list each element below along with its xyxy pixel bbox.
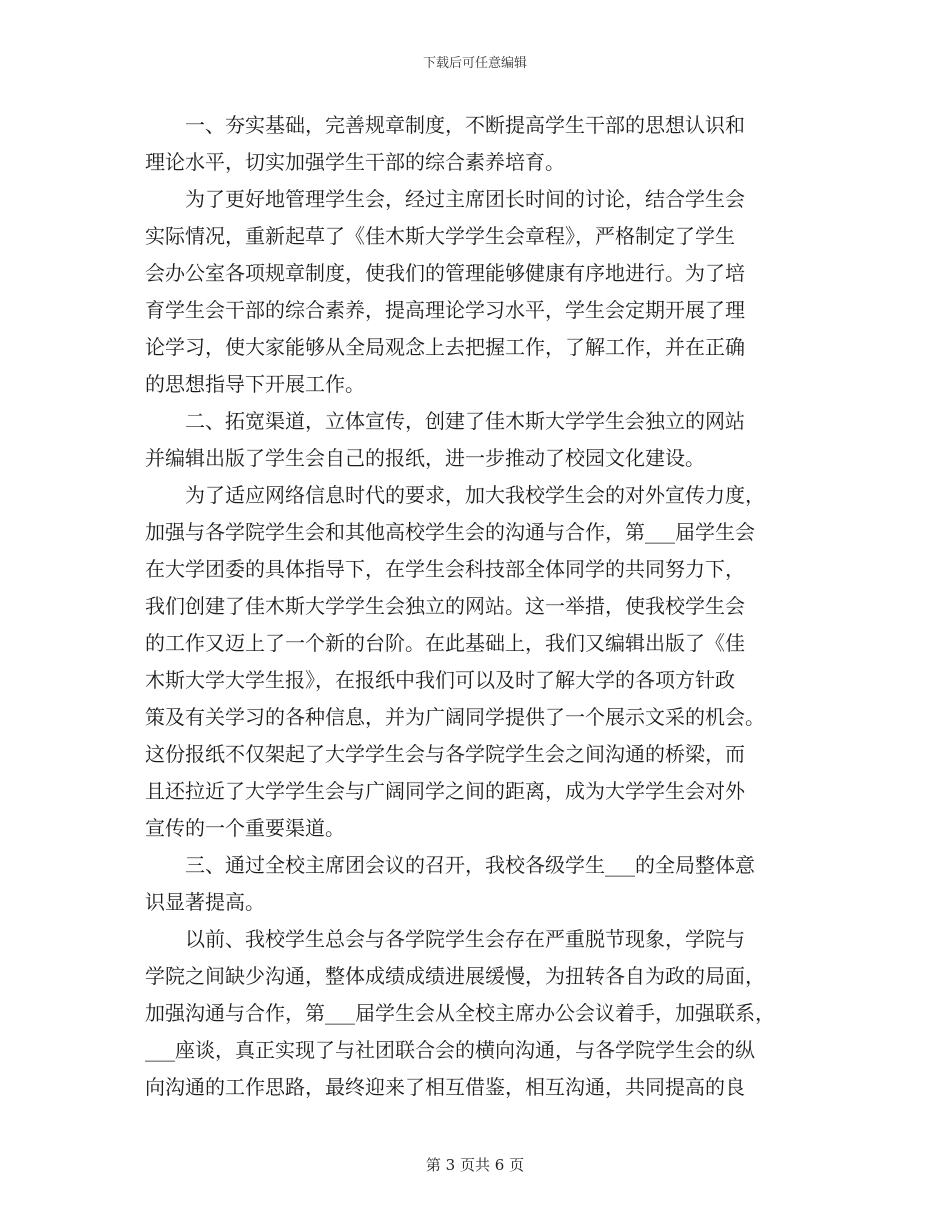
page-header: 下载后可任意编辑 bbox=[422, 56, 527, 71]
text-line: 为了更好地管理学生会，经过主席团长时间的讨论，结合学生会 bbox=[145, 187, 745, 211]
text-line: 二、拓宽渠道，立体宣传，创建了佳木斯大学学生会独立的网站 bbox=[145, 409, 745, 433]
text-line: 的思想指导下开展工作。 bbox=[145, 372, 365, 396]
text-line: 识显著提高。 bbox=[145, 890, 265, 914]
text-line: 会办公室各项规章制度，使我们的管理能够健康有序地进行。为了培 bbox=[145, 261, 745, 285]
text-line: 理论水平，切实加强学生干部的综合素养培育。 bbox=[145, 150, 565, 174]
text-line: 我们创建了佳木斯大学学生会独立的网站。这一举措，使我校学生会 bbox=[145, 594, 745, 618]
text-line: 育学生会干部的综合素养，提高理论学习水平，学生会定期开展了理 bbox=[145, 298, 745, 322]
text-line: ___座谈，真正实现了与社团联合会的横向沟通，与各学院学生会的纵 bbox=[145, 1038, 755, 1062]
text-line: 木斯大学大学生报》，在报纸中我们可以及时了解大学的各项方针政 bbox=[145, 668, 735, 692]
text-line: 加强与各学院学生会和其他高校学生会的沟通与合作，第___届学生会 bbox=[145, 520, 755, 544]
text-line: 加强沟通与合作，第___届学生会从全校主席办公会议着手，加强联系， bbox=[145, 1001, 775, 1025]
text-line: 这份报纸不仅架起了大学学生会与各学院学生会之间沟通的桥梁，而 bbox=[145, 742, 745, 766]
text-line: 以前、我校学生总会与各学院学生会存在严重脱节现象，学院与 bbox=[145, 927, 745, 951]
text-line: 一、夯实基础，完善规章制度，不断提高学生干部的思想认识和 bbox=[145, 113, 745, 137]
text-line: 并编辑出版了学生会自己的报纸，进一步推动了校园文化建设。 bbox=[145, 446, 705, 470]
text-line: 且还拉近了大学学生会与广阔同学之间的距离，成为大学学生会对外 bbox=[145, 779, 745, 803]
text-line: 实际情况，重新起草了《佳木斯大学学生会章程》，严格制定了学生 bbox=[145, 224, 735, 248]
text-line: 宣传的一个重要渠道。 bbox=[145, 816, 345, 840]
text-line: 论学习，使大家能够从全局观念上去把握工作，了解工作，并在正确 bbox=[145, 335, 745, 359]
document-body bbox=[145, 107, 815, 1106]
text-line: 三、通过全校主席团会议的召开，我校各级学生___的全局整体意 bbox=[145, 853, 755, 877]
text-line: 为了适应网络信息时代的要求，加大我校学生会的对外宣传力度， bbox=[145, 483, 765, 507]
text-line: 向沟通的工作思路，最终迎来了相互借鉴，相互沟通，共同提高的良 bbox=[145, 1075, 745, 1099]
text-line: 的工作又迈上了一个新的台阶。在此基础上，我们又编辑出版了《佳 bbox=[145, 631, 745, 655]
text-line: 在大学团委的具体指导下，在学生会科技部全体同学的共同努力下， bbox=[145, 557, 745, 581]
text-line: 策及有关学习的各种信息，并为广阔同学提供了一个展示文采的机会。 bbox=[145, 705, 765, 729]
text-line: 学院之间缺少沟通，整体成绩成绩进展缓慢，为扭转各自为政的局面， bbox=[145, 964, 765, 988]
page-footer: 第 3 页共 6 页 bbox=[425, 1156, 525, 1174]
